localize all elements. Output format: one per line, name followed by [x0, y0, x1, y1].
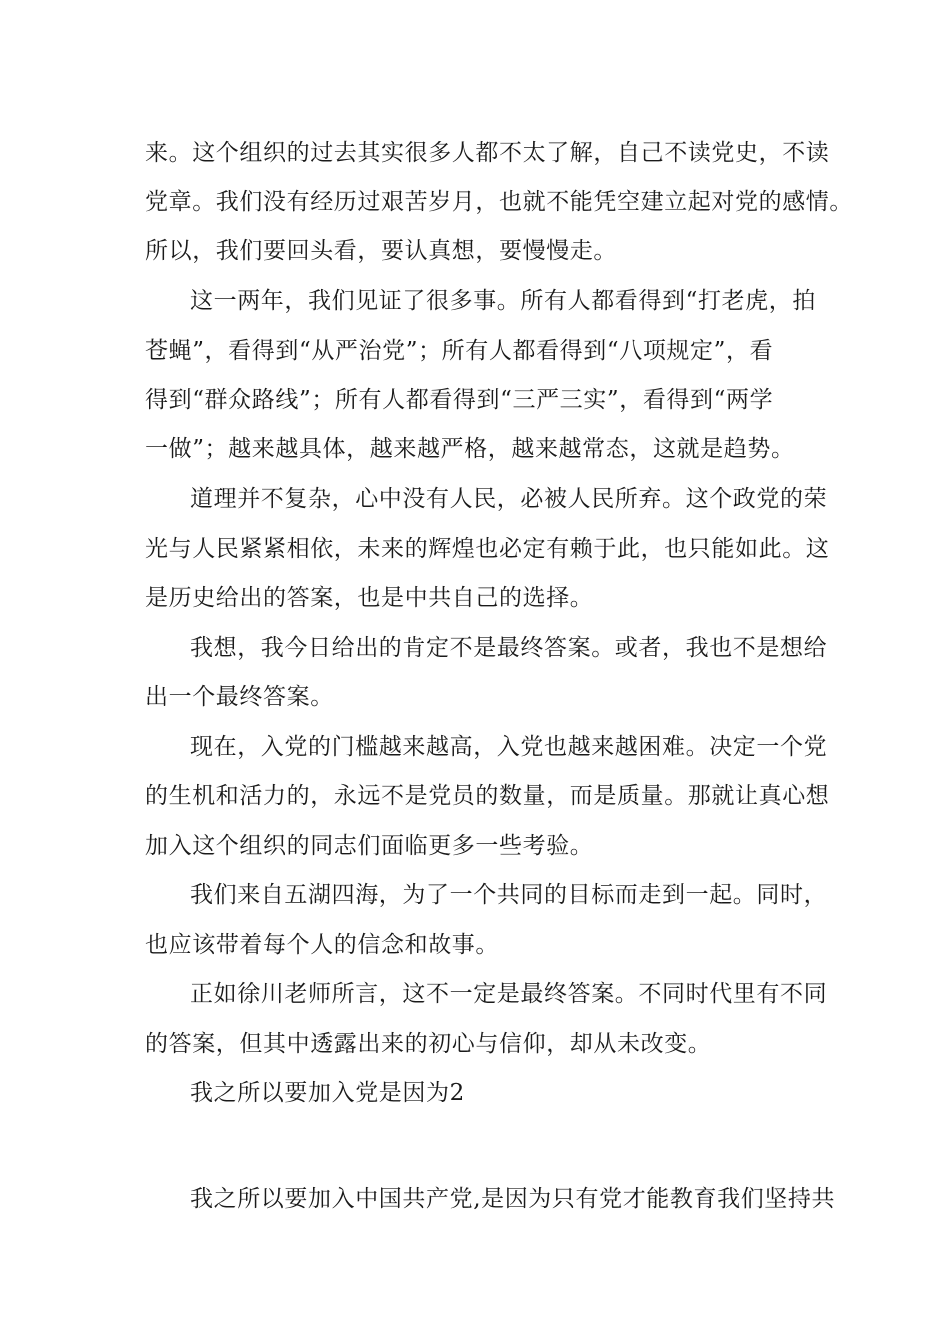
text-line: 也应该带着每个人的信念和故事。 [145, 932, 499, 958]
text-line: 来。这个组织的过去其实很多人都不太了解，自己不读党史，不读 [145, 140, 830, 166]
paragraph-first-line: 这一两年，我们见证了很多事。所有人都看得到“打老虎，拍 [190, 288, 816, 314]
paragraph-first-line: 道理并不复杂，心中没有人民，必被人民所弃。这个政党的荣 [190, 486, 828, 512]
text-line: 加入这个组织的同志们面临更多一些考验。 [145, 833, 594, 859]
text-line: 光与人民紧紧相依，未来的辉煌也必定有赖于此，也只能如此。这 [145, 536, 830, 562]
text-line: 一做”；越来越具体，越来越严格，越来越常态，这就是趋势。 [145, 436, 795, 462]
section-heading: 我之所以要加入党是因为2 [190, 1080, 465, 1106]
text-line: 的答案，但其中透露出来的初心与信仰，却从未改变。 [145, 1031, 712, 1057]
paragraph-first-line: 我想，我今日给出的肯定不是最终答案。或者，我也不是想给 [190, 635, 828, 661]
text-line: 得到“群众路线”；所有人都看得到“三严三实”，看得到“两学 [145, 387, 774, 413]
paragraph-first-line: 现在，入党的门槛越来越高，入党也越来越困难。决定一个党 [190, 734, 828, 760]
paragraph-first-line: 我们来自五湖四海，为了一个共同的目标而走到一起。同时， [190, 882, 828, 908]
text-line: 苍蝇”，看得到“从严治党”；所有人都看得到“八项规定”，看 [145, 338, 774, 364]
text-line: 出一个最终答案。 [145, 684, 334, 710]
text-line: 党章。我们没有经历过艰苦岁月，也就不能凭空建立起对党的感情。 [145, 189, 853, 215]
text-line: 的生机和活力的，永远不是党员的数量，而是质量。那就让真心想 [145, 783, 830, 809]
paragraph-first-line: 正如徐川老师所言，这不一定是最终答案。不同时代里有不同 [190, 981, 828, 1007]
paragraph-first-line: 我之所以要加入中国共产党,是因为只有党才能教育我们坚持共 [190, 1186, 836, 1212]
text-line: 是历史给出的答案，也是中共自己的选择。 [145, 585, 594, 611]
text-line: 所以，我们要回头看，要认真想，要慢慢走。 [145, 238, 617, 264]
